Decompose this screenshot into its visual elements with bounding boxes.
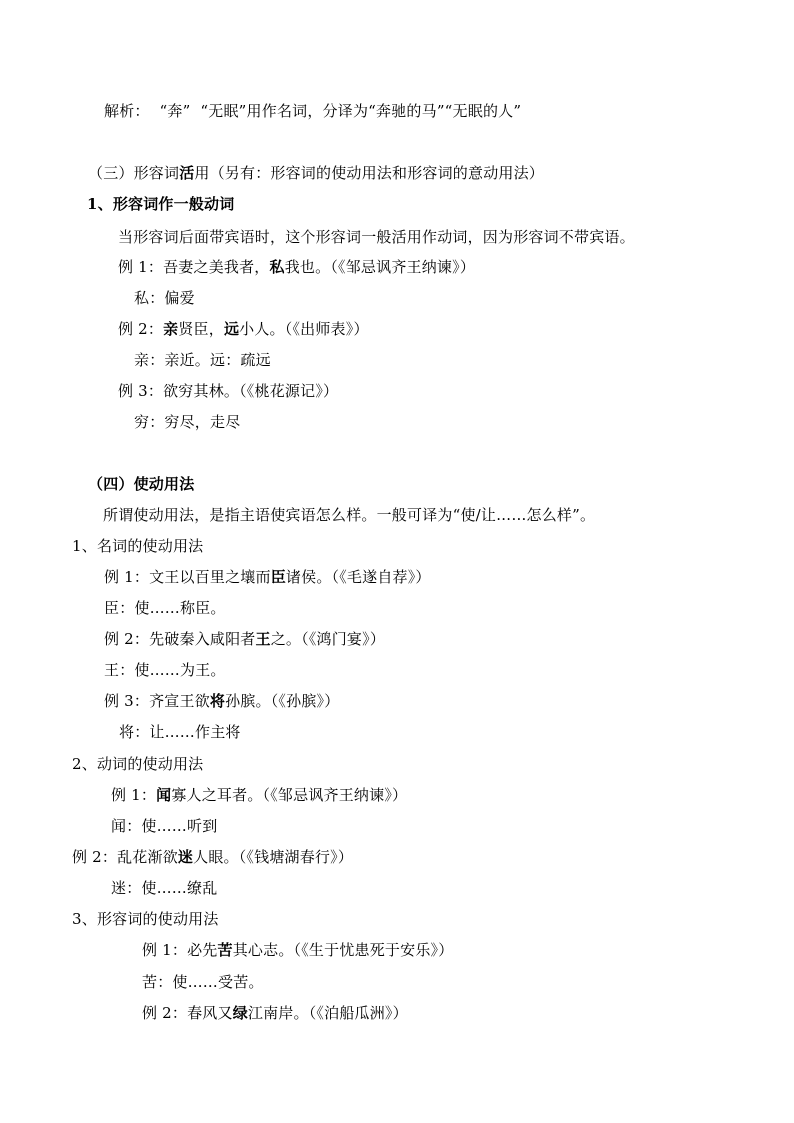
example-note: 臣：使……称臣。 (104, 599, 226, 617)
subheading-adj-as-verb: 1、形容词作一般动词 (87, 195, 235, 213)
example-line: 例 1：文王以百里之壤而臣诸侯。（《毛遂自荐》） (104, 568, 431, 586)
example-line: 例 3：齐宣王欲将孙膑。（《孙膑》） (104, 692, 340, 710)
adj-as-verb-description: 当形容词后面带宾语时，这个形容词一般活用作动词，因为形容词不带宾语。 (118, 228, 635, 246)
example-note: 苦：使……受苦。 (142, 973, 264, 991)
analysis-line: 解析： “奔” “无眠”用作名词，分译为“奔驰的马”“无眠的人” (104, 102, 522, 120)
subheading-verb-causative: 2、动词的使动用法 (72, 755, 204, 773)
section-3-heading (88, 163, 544, 183)
example-line: 例 2：亲贤臣，远小人。（《出师表》） (118, 320, 369, 338)
example-note: 王：使……为王。 (104, 661, 226, 679)
example-note: 私：偏爱 (134, 289, 195, 307)
example-note: 将：让……作主将 (119, 723, 241, 741)
example-line: 例 1：吾妻之美我者，私我也。（《邹忌讽齐王纳谏》） (118, 258, 476, 276)
example-note: 闻：使……听到 (111, 817, 218, 835)
example-line: 例 2：先破秦入咸阳者王之。（《鸿门宴》） (104, 630, 386, 648)
section-3-heading-bold: 活 (179, 164, 195, 182)
section-4-heading: （四）使动用法 (88, 475, 195, 493)
causative-description: 所谓使动用法，是指主语使宾语怎么样。一般可译为“使/让……怎么样”。 (103, 506, 596, 524)
example-line: 例 1：闻寡人之耳者。（《邹忌讽齐王纳谏》） (111, 786, 408, 804)
example-line: 例 2：春风又绿江南岸。（《泊船瓜洲》） (142, 1004, 408, 1022)
section-3-heading-a: （三）形容词 (88, 164, 180, 182)
example-line: 例 3：欲穷其林。（《桃花源记》） (118, 382, 339, 400)
example-note: 迷：使……缭乱 (111, 879, 218, 897)
subheading-noun-causative: 1、名词的使动用法 (72, 537, 204, 555)
subheading-adj-causative: 3、形容词的使动用法 (72, 910, 219, 928)
example-line: 例 2：乱花渐欲迷人眼。（《钱塘湖春行》） (72, 848, 354, 866)
example-line: 例 1：必先苦其心志。（《生于忧患死于安乐》） (142, 941, 454, 959)
section-3-heading-c: 用（另有：形容词的使动用法和形容词的意动用法） (194, 164, 545, 182)
example-note: 亲：亲近。远：疏远 (134, 351, 271, 369)
example-note: 穷：穷尽，走尽 (134, 413, 241, 431)
